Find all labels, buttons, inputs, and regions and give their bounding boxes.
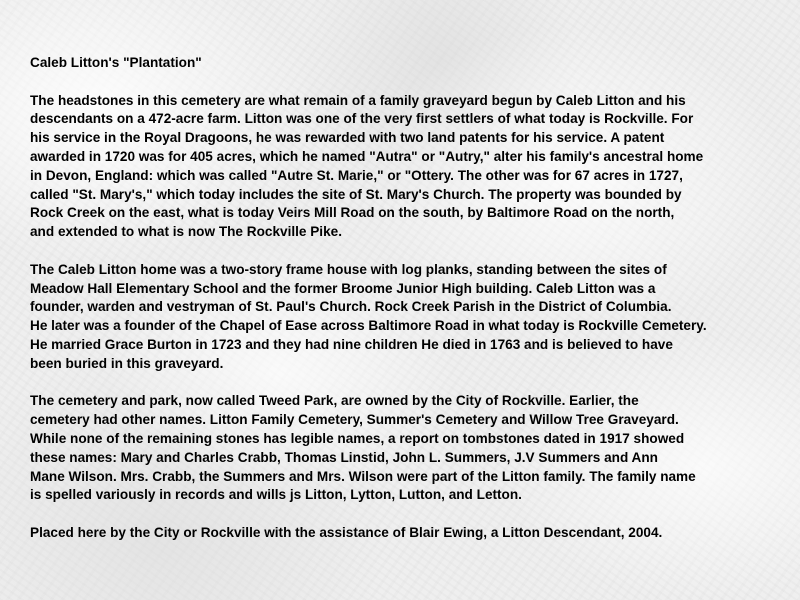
text-line: He later was a founder of the Chapel of Ease across Baltimore Road in what today is Rockville Cemetery. [30, 318, 707, 334]
text-line: The Caleb Litton home was a two-story frame house with log planks, standing between the sites of [30, 261, 667, 277]
paragraph-dedication [30, 524, 795, 543]
text-line: been buried in this graveyard. [30, 355, 224, 371]
text-line: these names: Mary and Charles Crabb, Thomas Linstid, John L. Summers, J.V Summers and Ann [30, 449, 658, 465]
text-line: He married Grace Burton in 1723 and they had nine children He died in 1763 and is believed to have [30, 336, 673, 352]
paragraph-history [30, 92, 795, 242]
text-line: in Devon, England: which was called "Autre St. Marie," or "Ottery. The other was for 67 acres in 1727, [30, 167, 683, 183]
text-line: called "St. Mary's," which today includes the site of St. Mary's Church. The property was bounded by [30, 186, 682, 202]
text-line: The cemetery and park, now called Tweed Park, are owned by the City of Rockville. Earlier, the [30, 393, 639, 409]
text-line: descendants on a 472-acre farm. Litton was one of the very first settlers of what today is Rockville. For [30, 111, 694, 127]
text-line: and extended to what is now The Rockville Pike. [30, 224, 342, 240]
text-line: founder, warden and vestryman of St. Paul's Church. Rock Creek Parish in the District of Columbia. [30, 299, 672, 315]
title-line: Caleb Litton's "Plantation" [30, 55, 202, 70]
plaque-text [30, 54, 795, 562]
text-line: awarded in 1720 was for 405 acres, which he named "Autra" or "Autry," alter his family's ancestral home [30, 148, 704, 164]
text-line: Placed here by the City or Rockville with the assistance of Blair Ewing, a Litton Descendant, 2004. [30, 524, 663, 540]
text-line: Rock Creek on the east, what is today Veirs Mill Road on the south, by Baltimore Road on the north, [30, 205, 675, 221]
paragraph-home [30, 261, 795, 374]
paragraph-cemetery [30, 392, 795, 505]
text-line: his service in the Royal Dragoons, he was rewarded with two land patents for his service. A patent [30, 130, 665, 146]
plaque-title [30, 54, 795, 73]
text-line: Meadow Hall Elementary School and the former Broome Junior High building. Caleb Litton was a [30, 280, 656, 296]
text-line: The headstones in this cemetery are what remain of a family graveyard begun by Caleb Litton and his [30, 92, 686, 108]
text-line: cemetery had other names. Litton Family Cemetery, Summer's Cemetery and Willow Tree Graveyard. [30, 412, 679, 428]
text-line: is spelled variously in records and wills js Litton, Lytton, Lutton, and Letton. [30, 487, 522, 503]
text-line: Mane Wilson. Mrs. Crabb, the Summers and Mrs. Wilson were part of the Litton family. The family name [30, 468, 696, 484]
text-line: While none of the remaining stones has legible names, a report on tombstones dated in 1917 showed [30, 430, 685, 446]
